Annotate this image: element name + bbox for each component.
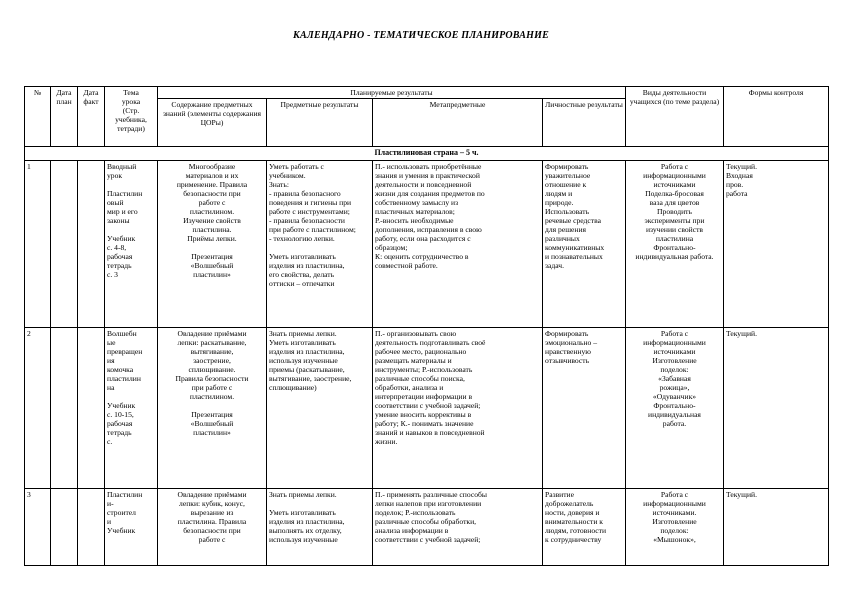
fact-date-cell [78,489,105,566]
row-number: 3 [25,489,51,566]
personal-results-cell: Формировать уважительное отношение к людям и природе. Использовать речевые средства для решения различных коммуникативных и познавательных задач. [543,161,626,328]
content-cell: Овладение приёмами лепки: раскатывание, вытягивание, заострение, сплющивание. Правила безопасности при работе с пластилином. Презентация «Волшебный пластилин» [158,328,267,489]
subject-results-cell: Знать приемы лепки. Уметь изготавливать изделия из пластилина, выполнять их отделку, используя изученные [267,489,373,566]
personal-results-cell: Формировать эмоционально – нравственную отзывчивость [543,328,626,489]
header-cell: Дата план [51,87,78,147]
activities-cell: Работа с информационными источниками. Изготовление поделок: «Мышонок», [626,489,724,566]
activities-cell: Работа с информационными источниками Изготовление поделок: «Забавная рожица», «Одуванчик» Фронтально- индивидуальная работа. [626,328,724,489]
control-cell: Текущий. Входная пров. работа [724,161,829,328]
content-cell: Овладение приёмами лепки: кубик, конус, вырезание из пластилина. Правила безопасности при работе с [158,489,267,566]
header-cell: Метапредметные [373,99,543,147]
header-cell: Дата факт [78,87,105,147]
header-cell: Личностные результаты [543,99,626,147]
plan-date-cell [51,489,78,566]
plan-date-cell [51,328,78,489]
meta-results-cell: П.- использовать приобретённые знания и умения в практической деятельности и повседневной жизни для создания предметов по собственному замыслу из пластичных материалов; Р.-вносить необходимые дополнения, исправления в свою работу, если она расходится с образцом; К: оценить сотрудничество в совместной работе. [373,161,543,328]
header-cell: Формы контроля [724,87,829,147]
header-cell: Тема урока (Стр. учебника, тетради) [105,87,158,147]
plan-date-cell [51,161,78,328]
topic-cell: Вводный урок Пластилин овый мир и его законы Учебник с. 4-8, рабочая тетрадь с. 3 [105,161,158,328]
header-cell: Содержание предметных знаний (элементы содержания ЦОРы) [158,99,267,147]
meta-results-cell: П.- организовывать свою деятельность подготавливать своё рабочее место, рационально размещать материалы и инструменты; Р.-использовать различные способы поиска, обработки, анализа и интерпретации информации в соответствии с учебной задачей; умение вносить коррективы в работу; К.- понимать значение знаний и навыков в повседневной жизни. [373,328,543,489]
content-cell: Многообразие материалов и их применение. Правила безопасности при работе с пластилином. Изучение свойств пластилина. Приёмы лепки. Презентация «Волшебный пластилин» [158,161,267,328]
header-cell: Предметные результаты [267,99,373,147]
personal-results-cell: Развитие доброжелатель ности, доверия и внимательности к людям, готовности к сотрудничеству [543,489,626,566]
topic-cell: Волшебн ые превращен ия комочка пластилин на Учебник с. 10-15, рабочая тетрадь с. [105,328,158,489]
header-cell: Планируемые результаты [158,87,626,99]
topic-cell: Пластилин и- строител и Учебник [105,489,158,566]
row-number: 2 [25,328,51,489]
table-row [25,489,829,566]
subject-results-cell: Знать приемы лепки. Уметь изготавливать изделия из пластилина, используя изученные приемы (раскатывание, вытягивание, заострение, сплющивание) [267,328,373,489]
subject-results-cell: Уметь работать с учебником. Знать: - правила безопасного поведения и гигиены при работе с инструментами; - правила безопасности при работе с пластилином; - технологию лепки. Уметь изготавливать изделия из пластилина, его свойства, делать оттиски – отпечатки [267,161,373,328]
fact-date-cell [78,328,105,489]
control-cell: Текущий. [724,489,829,566]
header-cell: № [25,87,51,147]
row-number: 1 [25,161,51,328]
fact-date-cell [78,161,105,328]
table-row [25,328,829,489]
table-row [25,161,829,328]
meta-results-cell: П.- применять различные способы лепки налепов при изготовлении поделок; Р.-использовать различные способы обработки, анализа информации в соответствии с учебной задачей; [373,489,543,566]
planning-table [24,86,829,566]
control-cell: Текущий. [724,328,829,489]
header-cell: Виды деятельности учащихся (по теме раздела) [626,87,724,147]
section-heading: Пластилиновая страна – 5 ч. [25,147,829,161]
activities-cell: Работа с информационными источниками Поделка-бросовая ваза для цветов Проводить эксперименты при изучении свойств пластилина Фронтально- индивидуальная работа. [626,161,724,328]
document-title: КАЛЕНДАРНО - ТЕМАТИЧЕСКОЕ ПЛАНИРОВАНИЕ [293,30,549,41]
